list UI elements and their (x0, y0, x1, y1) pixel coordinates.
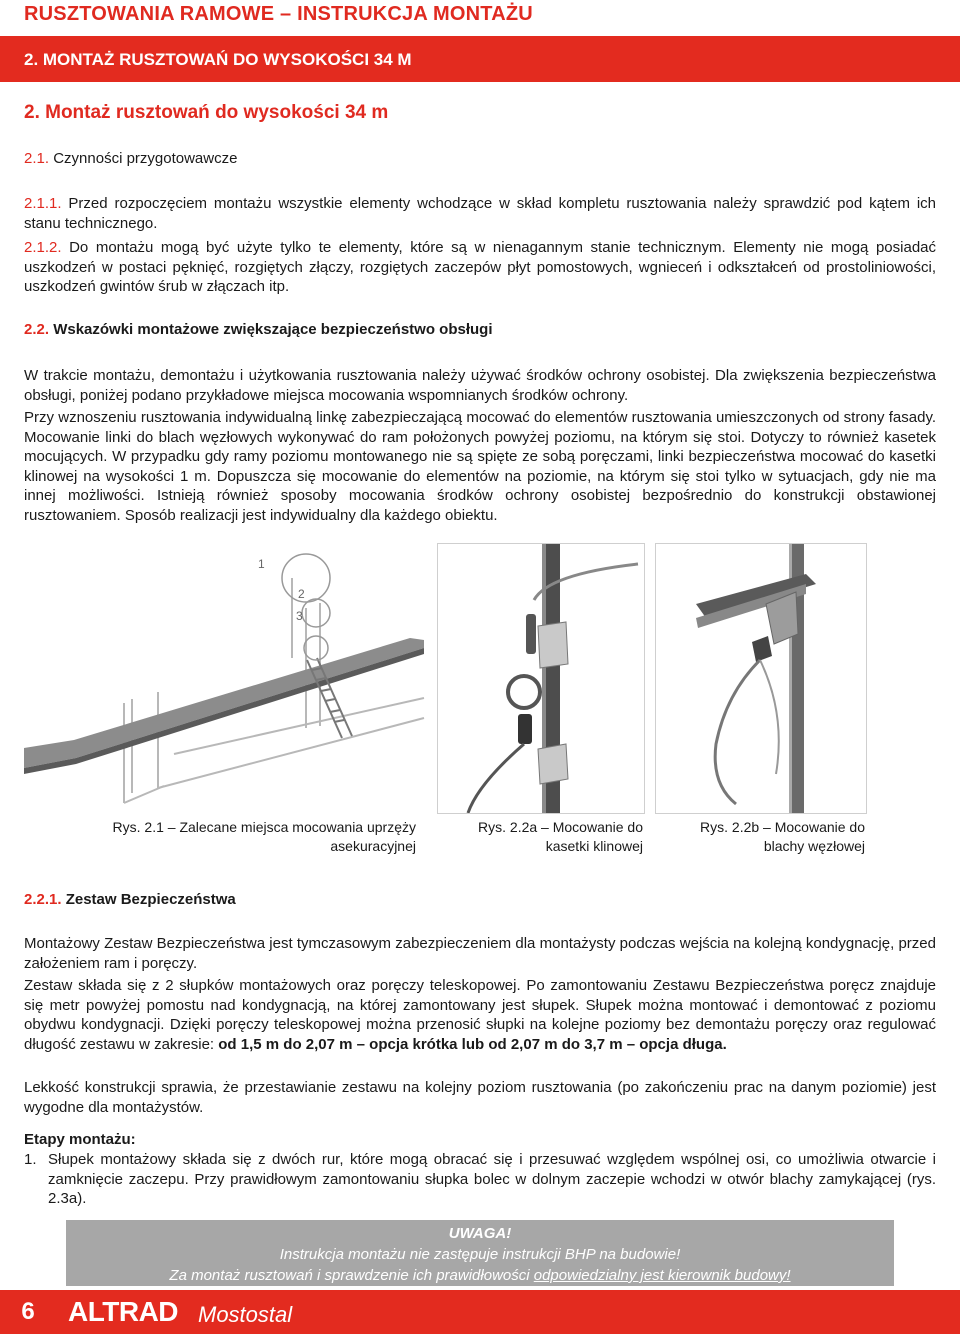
heading-text: Zestaw Bezpieczeństwa (65, 891, 236, 908)
paragraph-number: 2.1.1. (24, 195, 62, 212)
caption-line: Rys. 2.1 – Zalecane miejsca mocowania uprzęży (112, 819, 416, 835)
caption-line: Rys. 2.2a – Mocowanie do (478, 819, 643, 835)
figure-label-2: 2 (298, 587, 305, 601)
adjustment-range: od 1,5 m do 2,07 m – opcja krótka lub od 2,07 m do 3,7 m – opcja długa. (218, 1035, 727, 1053)
paragraph-safety-kit-intro: Montażowy Zestaw Bezpieczeństwa jest tymczasowym zabezpieczeniem dla montażysty podczas wejścia na kolejną kondygnację, przed założeniem ram i poręczy. (24, 935, 936, 972)
paragraph-lightness: Lekkość konstrukcji sprawia, że przestawianie zestawu na kolejny poziom rusztowania (po zakończeniu prac na danym poziomie) jest wygodne dla montażystów. (24, 1079, 936, 1116)
step-text: Słupek montażowy składa się z dwóch rur, które mogą obracać się i przesuwać względem wspólnej osi, co umożliwia otwarcie i zamknięcie zaczepu. Przy prawidłowym zamontowaniu słupka bolec w dolnym zaczepie wchodzi w otwór blachy zamykającej (rys. 2.3a). (48, 1151, 936, 1208)
brand-logo-altrad: ALTRAD (68, 1296, 179, 1327)
document-title: RUSZTOWANIA RAMOWE – INSTRUKCJA MONTAŻU (24, 3, 533, 25)
caption-fig-2-1 (24, 818, 416, 856)
paragraph-number: 2.1.2. (24, 239, 62, 256)
caption-fig-2-2a (437, 818, 643, 856)
caption-fig-2-2b (655, 818, 865, 856)
heading-number: 2.2.1. (24, 891, 62, 908)
warning-title: UWAGA! (448, 1225, 512, 1242)
chapter-heading: 2. Montaż rusztowań do wysokości 34 m (24, 102, 389, 123)
paragraph-2-1-2 (24, 238, 936, 297)
caption-line: kasetki klinowej (545, 838, 643, 854)
assembly-steps-title: Etapy montażu: (24, 1131, 136, 1148)
figure-2-1-scaffold (24, 548, 426, 814)
heading-2-1 (24, 150, 237, 167)
paragraph-ppe: W trakcie montażu, demontażu i użytkowania rusztowania należy używać środków ochrony osobistej. Dla zwiększenia bezpieczeństwa obsługi, poniżej podano przykładowe miejsca mocowania wspomnianych środków ochrony. (24, 367, 936, 404)
caption-line: Rys. 2.2b – Mocowanie do (700, 819, 865, 835)
figure-label-1: 1 (258, 557, 265, 571)
footer-bar (56, 1290, 960, 1334)
brand-logo-mostostal: Mostostal (198, 1302, 293, 1327)
warning-box (66, 1220, 894, 1286)
figure-2-2a-wedge-cassette (437, 543, 645, 814)
section-header-bar (0, 36, 960, 82)
heading-2-2 (24, 320, 936, 340)
heading-text: Wskazówki montażowe zwiększające bezpieczeństwo obsługi (53, 321, 493, 338)
paragraph-safety-kit-description (24, 976, 936, 1054)
heading-text: Czynności przygotowawcze (53, 150, 238, 167)
paragraph-text: Przed rozpoczęciem montażu wszystkie elementy wchodzące w skład kompletu rusztowania należy sprawdzić pod kątem ich stanu technicznego. (24, 195, 936, 232)
paragraph-text: Zestaw składa się z 2 słupków montażowych oraz poręczy teleskopowej. Po zamontowaniu Zestawu Bezpieczeństwa poręcz znajduje się metr powyżej pomostu nad kondygnacją, na której zamontowany jest słupek. Słupek można montować i demontować z poziomu obydwu kondygnacji. Dzięki poręczy teleskopowej można przenosić słupki na kolejne poziomy bez demontażu poręczy oraz regulować długość zestawu w zakresie: (24, 977, 936, 1053)
caption-line: asekuracyjnej (330, 838, 416, 854)
paragraph-text: Do montażu mogą być użyte tylko te elementy, które są w nienagannym stanie technicznym. Elementy nie mogą posiadać uszkodzeń w postaci pęknięć, rozgiętych złączy, rozgiętych zaczepów płyt pomostowych, wgnieceń i odkształceń od prostoliniowości, uszkodzeń gwintów śrub w złączach itp. (24, 239, 937, 296)
figure-label-3: 3 (296, 609, 303, 623)
warning-line-2 (66, 1265, 894, 1286)
page-number: 6 (0, 1290, 56, 1334)
warning-line-2-underlined: odpowiedzialny jest kierownik budowy! (533, 1267, 791, 1284)
warning-line-1: Instrukcja montażu nie zastępuje instrukcji BHP na budowie! (279, 1246, 681, 1263)
heading-2-2-1 (24, 890, 936, 910)
step-number: 1. (24, 1151, 37, 1168)
caption-line: blachy węzłowej (763, 838, 865, 854)
warning-line-2-text: Za montaż rusztowań i sprawdzenie ich prawidłowości (169, 1267, 534, 1284)
heading-number: 2.2. (24, 321, 50, 338)
figure-2-2b-gusset-plate (655, 543, 867, 814)
section-title: 2. MONTAŻ RUSZTOWAŃ DO WYSOKOŚCI 34 M (24, 50, 412, 69)
assembly-step-1 (24, 1150, 936, 1209)
paragraph-lanyard: Przy wznoszeniu rusztowania indywidualną linkę zabezpieczającą mocować do elementów rusztowania umieszczonych od strony fasady. Mocowanie linki do blach węzłowych wykonywać do ram położonych powyżej poziomu, na którym się stoi. Dotyczy to również kasetek mocujących. W przypadku gdy ramy poziomu montowanego nie są spięte ze sobą poręczami, linki bezpieczeństwa mocować do kasetki klinowej na wysokości 1 m. Dopuszcza się mocowanie do elementów na poziomie, na którym się stoi tylko w sytuacjach, gdy nie ma innej możliwości. Istnieją również sposoby mocowania środków ochrony osobistej bezpośrednio do konstrukcji obstawionej rusztowaniem. Sposób realizacji jest indywidualny dla każdego obiektu. (24, 409, 936, 524)
heading-number: 2.1. (24, 150, 50, 167)
paragraph-2-1-1 (24, 194, 936, 233)
